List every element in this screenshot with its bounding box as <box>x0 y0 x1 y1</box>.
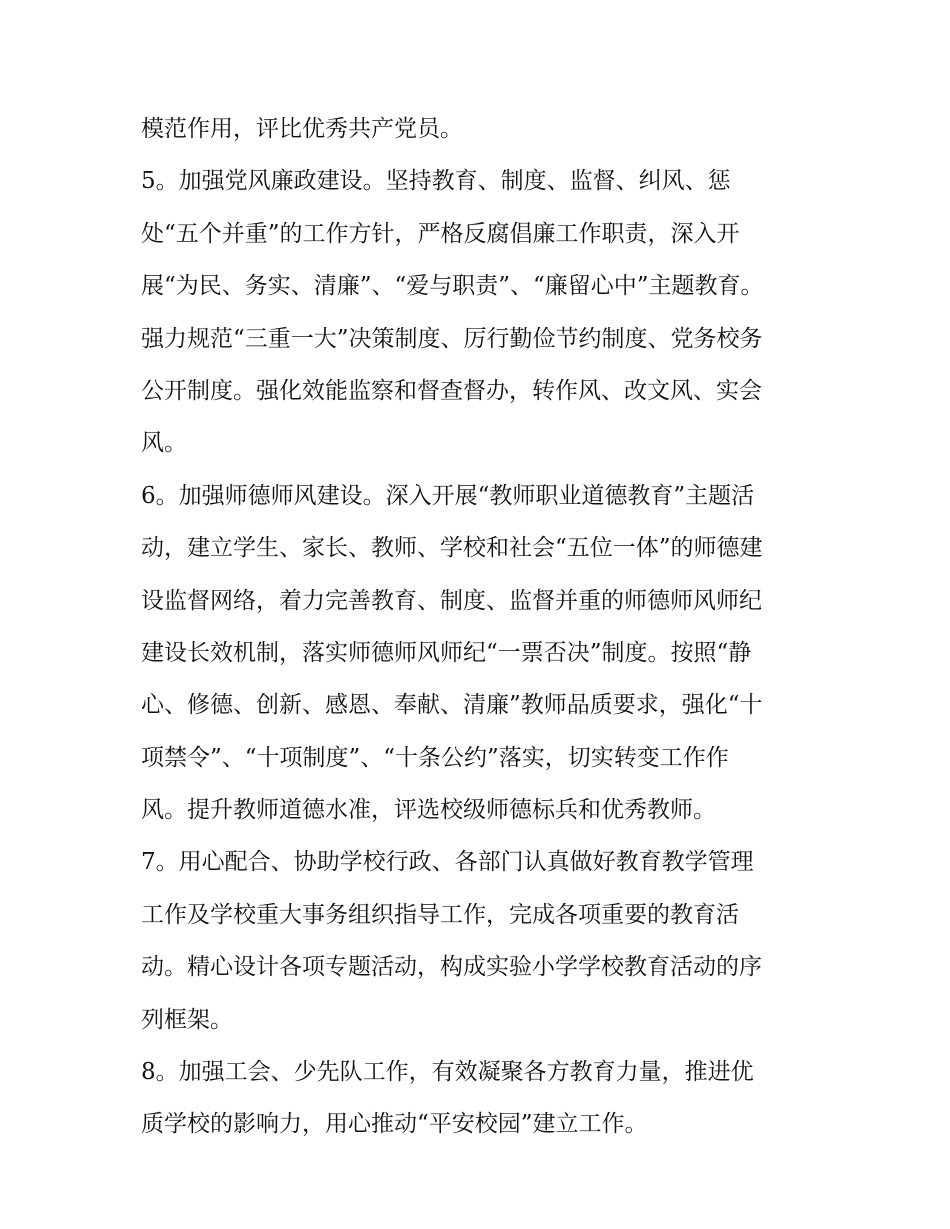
text-line: 风。提升教师道德水准，评选校级师德标兵和优秀教师。 <box>141 797 716 824</box>
text-line: 设监督网络，着力完善教育、制度、监督并重的师德师风师纪 <box>141 587 762 614</box>
text-line: 模范作用，评比优秀共产党员。 <box>141 116 463 142</box>
text-line: 列框架。 <box>141 1006 233 1033</box>
text-line: 展“为民、务实、清廉”、“爱与职责”、“廉留心中”主题教育。 <box>141 273 764 300</box>
text-line: 项禁令”、“十项制度”、“十条公约”落实，切实转变工作作 <box>141 744 729 771</box>
text-line: 7。用心配合、协助学校行政、各部门认真做好教育教学管理 <box>141 849 754 876</box>
text-line: 建设长效机制，落实师德师风师纪“一票否决”制度。按照“静 <box>141 639 752 666</box>
text-line: 质学校的影响力，用心推动“平安校园”建立工作。 <box>141 1111 648 1138</box>
text-line: 动，建立学生、家长、教师、学校和社会“五位一体”的师德建 <box>141 535 763 562</box>
text-line: 8。加强工会、少先队工作，有效凝聚各方教育力量，推进优 <box>141 1059 754 1086</box>
text-line: 风。 <box>141 430 187 457</box>
text-line: 6。加强师德师风建设。深入开展“教师职业道德教育”主题活 <box>141 482 755 509</box>
text-line: 公开制度。强化效能监察和督查督办，转作风、改文风、实会 <box>141 377 762 404</box>
text-line: 强力规范“三重一大”决策制度、厉行勤俭节约制度、党务校务 <box>141 325 763 352</box>
text-line: 工作及学校重大事务组织指导工作，完成各项重要的教育活 <box>141 901 739 928</box>
text-line: 动。精心设计各项专题活动，构成实验小学学校教育活动的序 <box>141 954 762 981</box>
document-body <box>141 108 821 1156</box>
text-line: 心、修德、创新、感恩、奉献、清廉”教师品质要求，强化“十 <box>141 692 763 719</box>
text-line: 处“五个并重”的工作方针，严格反腐倡廉工作职责，深入开 <box>141 220 740 247</box>
text-line: 5。加强党风廉政建设。坚持教育、制度、监督、纠风、惩 <box>141 168 731 195</box>
